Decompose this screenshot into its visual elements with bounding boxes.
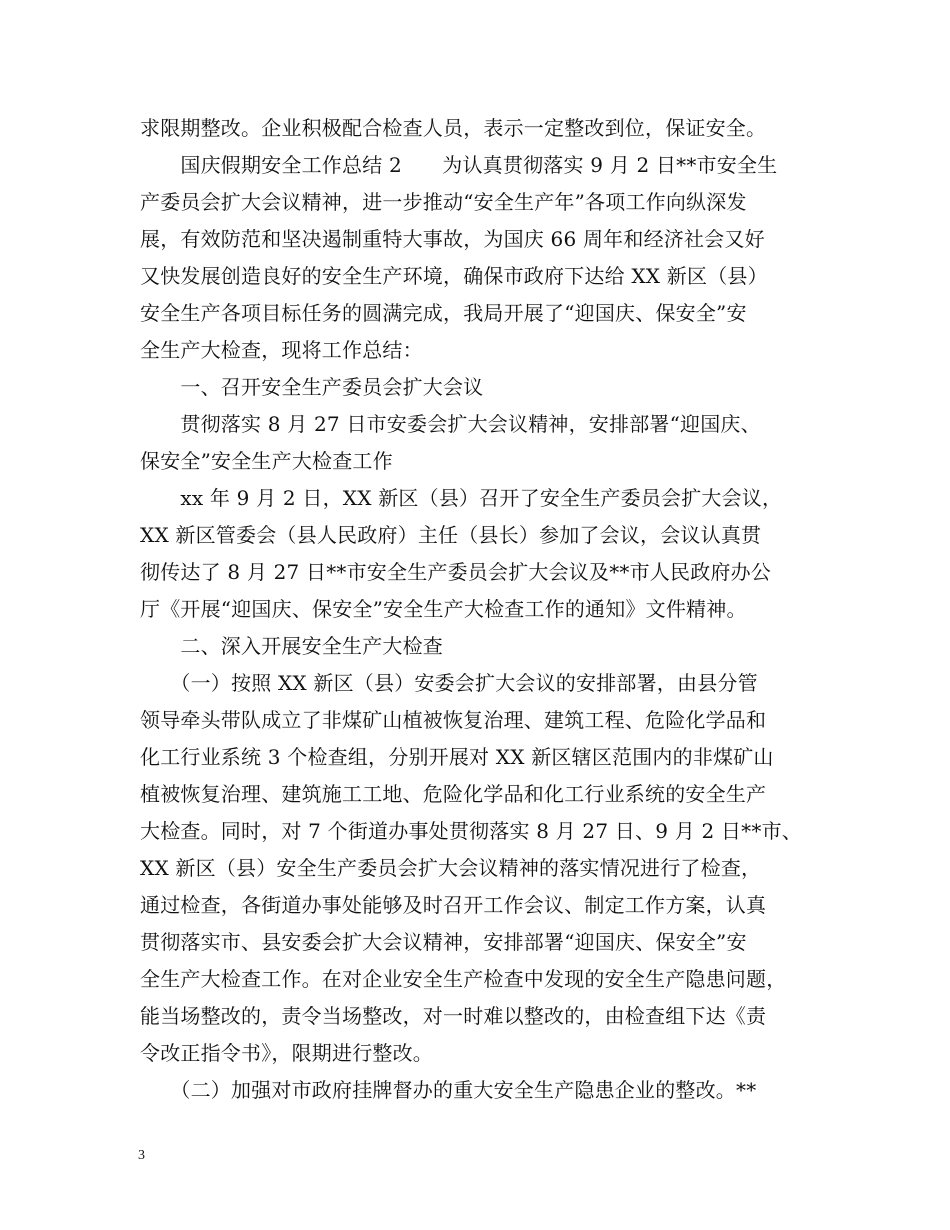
text-line: 厅《开展“迎国庆、保安全”安全生产大检查工作的通知》文件精神。 xyxy=(140,597,747,621)
text-line: 贯彻落实 8 月 27 日市安委会扩大会议精神，安排部署“迎国庆、 xyxy=(140,412,761,436)
text-line: 植被恢复治理、建筑施工工地、危险化学品和化工行业系统的安全生产 xyxy=(140,782,767,806)
text-line: （二）加强对市政府挂牌督办的重大安全生产隐患企业的整改。** xyxy=(140,1078,757,1102)
text-line: 大检查。同时，对 7 个街道办事处贯彻落实 8 月 27 日、9 月 2 日**市、 xyxy=(140,819,802,843)
text-line: XX 新区管委会（县人民政府）主任（县长）参加了会议，会议认真贯 xyxy=(140,523,762,547)
text-line: 全生产大检查工作。在对企业安全生产检查中发现的安全生产隐患问题， xyxy=(140,967,787,991)
text-line: （一）按照 XX 新区（县）安委会扩大会议的安排部署，由县分管 xyxy=(140,671,758,695)
text-line: 又快发展创造良好的安全生产环境，确保市政府下达给 XX 新区（县） xyxy=(140,264,768,288)
text-line: 展，有效防范和坚决遏制重特大事故，为国庆 66 周年和经济社会又好 xyxy=(140,227,765,251)
text-line: 彻传达了 8 月 27 日**市安全生产委员会扩大会议及**市人民政府办公 xyxy=(140,560,772,584)
section-heading: 二、深入开展安全生产大检查 xyxy=(140,634,443,658)
text-line: 贯彻落实市、县安委会扩大会议精神，安排部署“迎国庆、保安全”安 xyxy=(140,930,747,954)
text-line: 国庆假期安全工作总结 2 为认真贯彻落实 9 月 2 日**市安全生 xyxy=(140,153,778,177)
text-line: 安全生产各项目标任务的圆满完成，我局开展了“迎国庆、保安全”安 xyxy=(140,301,747,325)
text-line: 保安全”安全生产大检查工作 xyxy=(140,449,393,473)
text-line: 求限期整改。企业积极配合检查人员，表示一定整改到位，保证安全。 xyxy=(140,116,767,140)
text-line: 通过检查，各街道办事处能够及时召开工作会议、制定工作方案，认真 xyxy=(140,893,767,917)
text-line: 令改正指令书》，限期进行整改。 xyxy=(140,1041,433,1065)
text-line: 产委员会扩大会议精神，进一步推动“安全生产年”各项工作向纵深发 xyxy=(140,190,747,214)
text-line: 全生产大检查，现将工作总结： xyxy=(140,338,423,362)
section-heading: 一、召开安全生产委员会扩大会议 xyxy=(140,375,484,399)
text-line: 化工行业系统 3 个检查组，分别开展对 XX 新区辖区范围内的非煤矿山 xyxy=(140,745,774,769)
text-line: XX 新区（县）安全生产委员会扩大会议精神的落实情况进行了检查， xyxy=(140,856,762,880)
text-line: 领导牵头带队成立了非煤矿山植被恢复治理、建筑工程、危险化学品和 xyxy=(140,708,767,732)
text-line: xx 年 9 月 2 日，XX 新区（县）召开了安全生产委员会扩大会议， xyxy=(140,486,783,510)
text-line: 能当场整改的，责令当场整改，对一时难以整改的，由检查组下达《责 xyxy=(140,1004,767,1028)
page-number: 3 xyxy=(138,1148,145,1163)
